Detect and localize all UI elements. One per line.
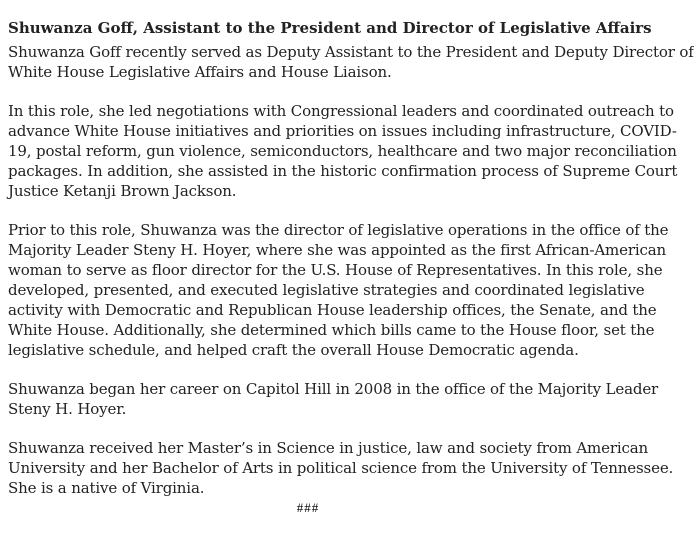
paragraph-role [8,101,678,201]
text-line: advance White House initiatives and priorities on issues including infrastructure, COVID- [8,122,677,140]
text-line: activity with Democratic and Republican House leadership offices, the Senate, and the [8,301,657,319]
text-line: Majority Leader Steny H. Hoyer, where she was appointed as the first African-American [8,241,667,259]
paragraph-career-start [8,379,659,419]
text-line: legislative schedule, and helped craft the overall House Democratic agenda. [8,341,579,359]
text-line: Shuwanza received her Master’s in Science in justice, law and society from American [8,439,649,457]
text-line: Justice Ketanji Brown Jackson. [8,182,237,200]
text-line: In this role, she led negotiations with Congressional leaders and coordinated outreach to [8,102,674,120]
text-line: 19, postal reform, gun violence, semiconductors, healthcare and two major reconciliation [8,142,677,160]
end-of-release-mark: ### [296,500,320,515]
text-line: White House Legislative Affairs and House Liaison. [8,63,392,81]
text-line: woman to serve as floor director for the U.S. House of Representatives. In this role, she [8,261,663,279]
text-line: White House. Additionally, she determined which bills came to the House floor, set the [8,321,655,339]
text-line: Shuwanza began her career on Capitol Hill in 2008 in the office of the Majority Leader [8,380,659,398]
text-line: developed, presented, and executed legislative strategies and coordinated legislative [8,281,645,299]
text-line: Steny H. Hoyer. [8,400,127,418]
paragraph-education [8,438,674,498]
text-line: packages. In addition, she assisted in the historic confirmation process of Supreme Court [8,162,678,180]
text-line: She is a native of Virginia. [8,479,205,497]
page-title: Shuwanza Goff, Assistant to the President and Director of Legislative Affairs [8,19,652,37]
text-line: University and her Bachelor of Arts in political science from the University of Tennessee. [8,459,674,477]
text-line: Shuwanza Goff recently served as Deputy Assistant to the President and Deputy Director of [8,43,694,61]
press-release-body [8,18,694,517]
paragraph-intro [8,42,694,82]
paragraph-prior-role [8,220,669,360]
text-line: Prior to this role, Shuwanza was the director of legislative operations in the office of the [8,221,669,239]
